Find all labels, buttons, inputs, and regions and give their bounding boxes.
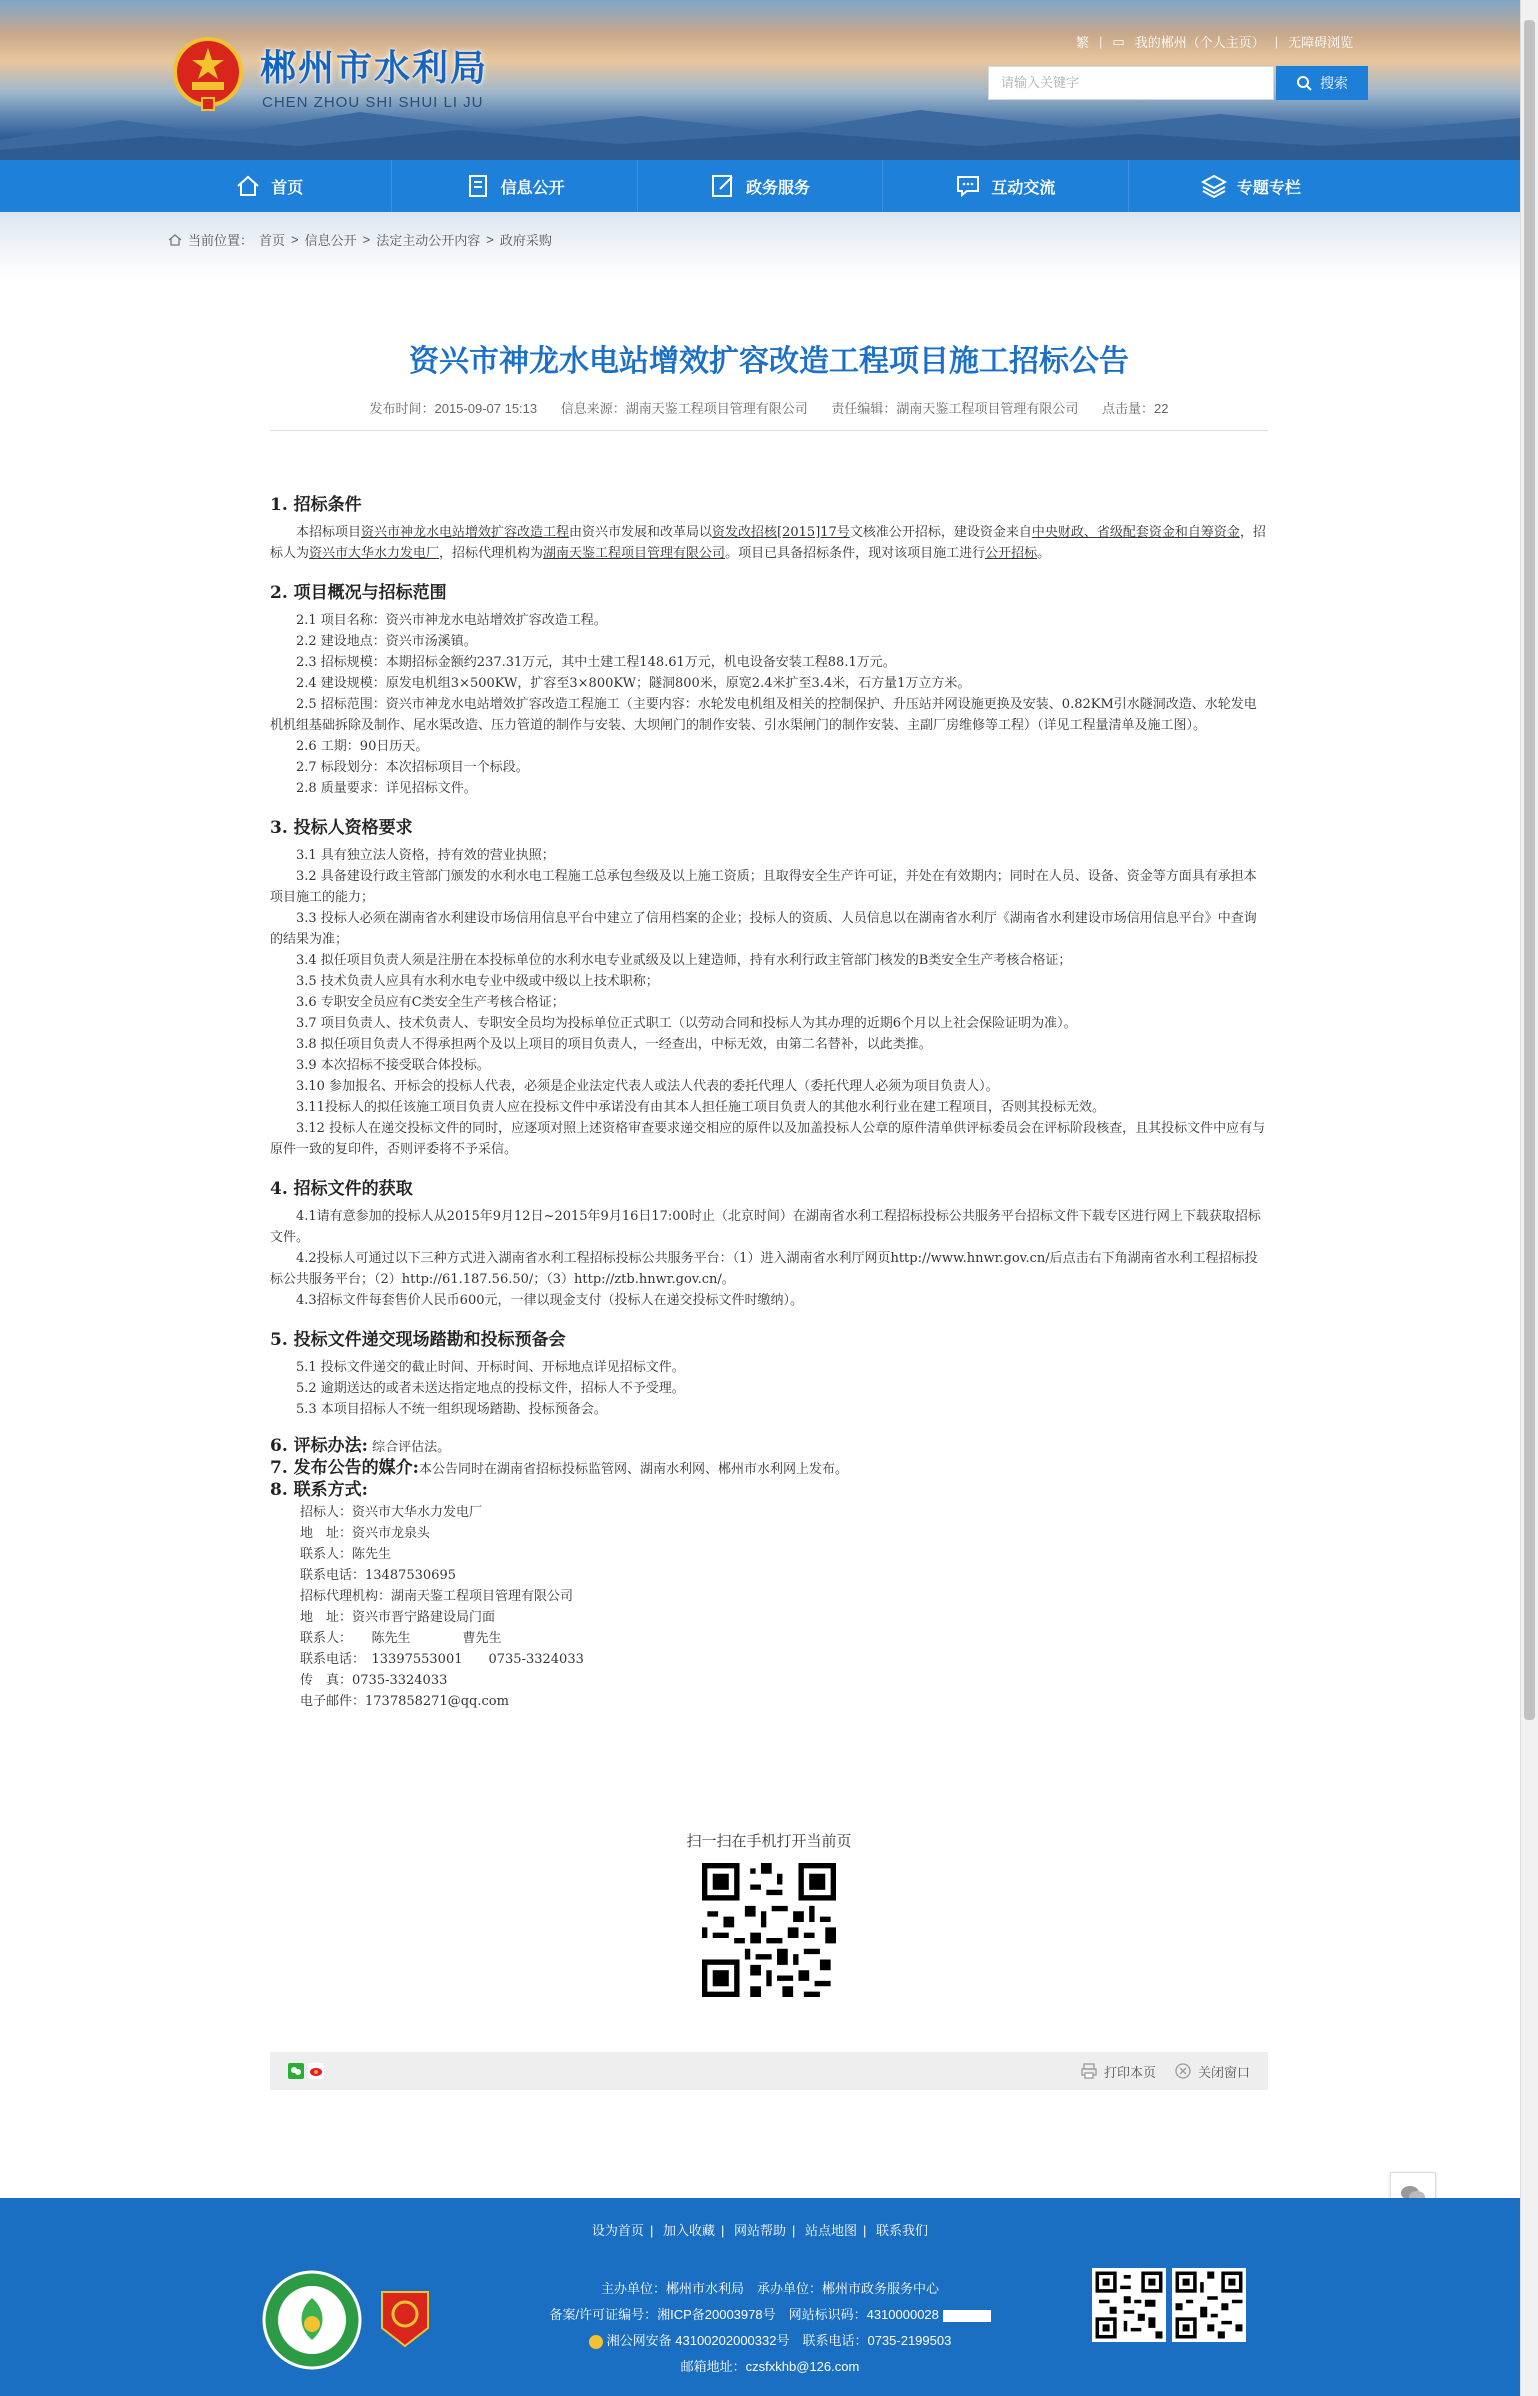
list-item: 2.5 招标范围：资兴市神龙水电站增效扩容改造工程施工（主要内容：水轮发电机组及相关的控制保护、升压站并网设施更换及安装、0.82KM引水隧洞改造、水轮发电机机组基础拆除及制作、尾水渠改造、压力管道的制作与安装、大坝闸门的制作安装、引水渠闸门的制作安装、主副厂房维修等工程）（详见工程量清单及施工图）。 xyxy=(270,697,1257,733)
close-label: 关闭窗口 xyxy=(1197,2064,1250,2080)
nav-item-label: 专题专栏 xyxy=(1236,179,1301,197)
nav-item-home[interactable] xyxy=(147,160,392,212)
add-favorite-link[interactable]: 加入收藏 xyxy=(662,2223,715,2238)
contact-line: 联系人： 陈先生 曹先生 xyxy=(300,1631,502,1646)
nav-item-interaction[interactable] xyxy=(883,160,1128,212)
weibo-share-icon[interactable] xyxy=(308,2063,324,2079)
main-nav xyxy=(0,160,1520,212)
list-item: 4.3招标文件每套售价人民币600元，一律以现金支付（投标人在递交投标文件时缴纳）。 xyxy=(296,1293,803,1308)
list-item: 2.8 质量要求：详见招标文件。 xyxy=(296,781,477,796)
share-toolbar xyxy=(270,2052,1268,2090)
responsible-editor: 责任编辑：湖南天鉴工程项目管理有限公司 xyxy=(831,401,1079,416)
breadcrumb-statutory-content[interactable]: 法定主动公开内容 xyxy=(376,233,481,248)
set-homepage-link[interactable]: 设为首页 xyxy=(591,2223,644,2238)
click-count: 点击量：22 xyxy=(1102,401,1169,416)
list-item: 5.3 本项目招标人不统一组织现场踏勘、投标预备会。 xyxy=(296,1402,607,1417)
civilized-unit-badge-logo[interactable] xyxy=(262,2270,362,2370)
breadcrumb-home[interactable]: 首页 xyxy=(259,233,286,248)
site-footer xyxy=(0,2198,1520,2396)
printer-icon xyxy=(1080,2062,1098,2080)
search-button-label: 搜索 xyxy=(1320,75,1348,91)
breadcrumb xyxy=(168,230,552,249)
contact-line: 地 址：资兴市龙泉头 xyxy=(300,1526,431,1541)
breadcrumb-separator: > xyxy=(362,232,371,247)
close-icon xyxy=(1174,2062,1192,2080)
contact-heading xyxy=(270,1480,1268,1502)
evaluation-method: 6. 评标办法: 综合评估法。 xyxy=(270,1436,451,1456)
nav-item-label: 互动交流 xyxy=(991,179,1056,197)
article-meta xyxy=(270,398,1268,417)
list-item: 3.11投标人的拟任该施工项目负责人应在投标文件中承诺没有由其本人担任施工项目负责人的其他水利行业在建工程项目，否则其投标无效。 xyxy=(296,1100,1105,1115)
page-scrollbar[interactable] xyxy=(1520,0,1538,2396)
sponsor-line: 主办单位：郴州市水利局 承办单位：郴州市政务服务中心 xyxy=(600,2281,939,2296)
nav-item-label: 政务服务 xyxy=(746,179,811,197)
article-body xyxy=(270,492,1268,1712)
footer-qr-code-1 xyxy=(1092,2268,1166,2342)
nav-item-label: 首页 xyxy=(271,179,304,197)
list-item: 3.8 拟任项目负责人不得承担两个及以上项目的项目负责人，一经查出，中标无效，由第二名替补，以此类推。 xyxy=(296,1037,932,1052)
divider: | xyxy=(1099,34,1103,49)
list-item: 3.7 项目负责人、技术负责人、专职安全员均为投标单位正式职工（以劳动合同和投标人为其办理的近期6个月以上社会保险证明为准）。 xyxy=(296,1016,1077,1031)
close-window-button[interactable] xyxy=(1174,2062,1250,2081)
nav-item-info-disclosure[interactable] xyxy=(392,160,637,212)
list-item: 3.1 具有独立法人资格，持有效的营业执照； xyxy=(296,848,555,863)
section-heading: 3. 投标人资格要求 xyxy=(270,818,413,838)
edit-icon xyxy=(710,173,736,199)
contact-line: 地 址：资兴市晋宁路建设局门面 xyxy=(300,1610,496,1625)
search-input[interactable]: 请输入关键字 xyxy=(988,66,1274,100)
contact-info xyxy=(270,1502,1268,1712)
list-item: 3.3 投标人必须在湖南省水利建设市场信用信息平台中建立了信用档案的企业；投标人的资质、人员信息以在湖南省水利厅《湖南省水利建设市场信用信息平台》中查询的结果为准； xyxy=(270,911,1257,947)
list-item: 3.5 技术负责人应具有水利水电专业中级或中级以上技术职称； xyxy=(296,974,659,989)
share-actions xyxy=(1080,2062,1250,2081)
site-title[interactable]: 郴州市水利局 xyxy=(260,47,489,88)
traditional-chinese-link[interactable]: 繁 xyxy=(1076,35,1090,50)
document-icon xyxy=(465,173,491,199)
divider: | xyxy=(1274,34,1279,49)
publish-date: 发布时间：2015-09-07 15:13 xyxy=(369,401,538,416)
layers-icon xyxy=(1201,173,1227,199)
print-label: 打印本页 xyxy=(1103,2064,1156,2080)
publication-media: 7. 发布公告的媒介:本公告同时在湖南省招标投标监管网、湖南水利网、郴州市水利网上发布。 xyxy=(270,1458,848,1478)
email-line: 邮箱地址：czsfxkhb@126.com xyxy=(680,2359,860,2374)
contact-line: 招标人：资兴市大华水力发电厂 xyxy=(300,1505,483,1520)
contact-line: 传 真：0735-3324033 xyxy=(300,1673,448,1688)
top-links xyxy=(1076,32,1353,51)
info-source: 信息来源：湖南天鉴工程项目管理有限公司 xyxy=(560,401,808,416)
qr-caption: 扫一扫在手机打开当前页 xyxy=(686,1833,852,1850)
list-item: 4.1请有意参加的投标人从2015年9月12日~2015年9月16日17:00时止（北京时间）在湖南省水利工程招标投标公共服务平台招标文件下载专区进行网上下载获取招标文件。 xyxy=(270,1209,1261,1245)
breadcrumb-separator: > xyxy=(291,232,299,247)
home-icon xyxy=(168,233,182,247)
police-line: 湘公网安备 43100202000332号 联系电话：0735-2199503 xyxy=(540,2328,1000,2354)
breadcrumb-prefix: 当前位置： xyxy=(188,233,254,248)
section-heading: 1. 招标条件 xyxy=(270,495,362,515)
my-chenzhou-link[interactable]: 我的郴州（个人主页） xyxy=(1134,35,1265,50)
list-item: 4.2投标人可通过以下三种方式进入湖南省水利工程招标投标公共服务平台：（1）进入湖南省水利厅网页http://www.hnwr.gov.cn/后点击右下角湖南省水利工程招标投标公共服务平台；（2）http://61.187.56.50/；（3）http://ztb.hnwr.gov.cn/。 xyxy=(270,1251,1258,1287)
site-header xyxy=(0,0,1520,160)
list-item: 3.2 具备建设行政主管部门颁发的水利水电工程施工总承包叁级及以上施工资质；且取得安全生产许可证，并处在有效期内；同时在人员、设备、资金等方面具有承担本项目施工的能力； xyxy=(270,869,1257,905)
party-gov-badge-logo[interactable] xyxy=(378,2288,432,2350)
section-heading: 5. 投标文件递交现场踏勘和投标预备会 xyxy=(270,1330,566,1350)
list-item: 3.10 参加报名、开标会的投标人代表，必须是企业法定代表人或法人代表的委托代理人（委托代理人必须为项目负责人）。 xyxy=(296,1079,999,1094)
search-icon xyxy=(1296,75,1312,91)
list-item: 5.1 投标文件递交的截止时间、开标时间、开标地点详见招标文件。 xyxy=(296,1360,685,1375)
nav-item-special-topics[interactable] xyxy=(1129,160,1373,212)
nav-item-label: 信息公开 xyxy=(500,179,565,197)
contact-line: 联系电话： 13397553001 0735-3324033 xyxy=(300,1652,584,1667)
list-item: 2.1 项目名称：资兴市神龙水电站增效扩容改造工程。 xyxy=(296,613,607,628)
section-heading: 2. 项目概况与招标范围 xyxy=(270,583,447,603)
list-item: 3.12 投标人在递交投标文件的同时，应逐项对照上述资格审查要求递交相应的原件以及加盖投标人公章的原件清单供评标委员会在评标阶段核查，且其投标文件中应有与原件一致的复印件，否则评委将不予采信。 xyxy=(270,1121,1266,1157)
accessibility-link[interactable]: 无障碍浏览 xyxy=(1288,35,1354,50)
section-heading: 4. 招标文件的获取 xyxy=(270,1179,413,1199)
national-emblem-logo xyxy=(172,36,244,112)
contact-line: 招标代理机构：湖南天鉴工程项目管理有限公司 xyxy=(300,1589,574,1604)
list-item: 5.2 逾期送达的或者未送达指定地点的投标文件，招标人不予受理。 xyxy=(296,1381,685,1396)
list-item: 2.2 建设地点：资兴市汤溪镇。 xyxy=(296,634,477,649)
search-button[interactable] xyxy=(1276,66,1368,100)
scrollbar-thumb[interactable] xyxy=(1524,20,1535,1720)
list-item: 2.6 工期：90日历天。 xyxy=(296,739,429,754)
contact-line: 联系电话：13487530695 xyxy=(300,1568,456,1583)
contact-us-link[interactable]: 联系我们 xyxy=(876,2223,929,2238)
chat-icon xyxy=(955,173,981,199)
help-link[interactable]: 网站帮助 xyxy=(733,2223,786,2238)
section-heading: 7. 发布公告的媒介: xyxy=(270,1458,419,1478)
print-button[interactable] xyxy=(1080,2062,1156,2081)
list-item: 3.4 拟任项目负责人须是注册在本投标单位的水利水电专业贰级及以上建造师，持有水利行政主管部门核发的B类安全生产考核合格证； xyxy=(296,953,1072,968)
divider xyxy=(270,430,1268,431)
nav-item-gov-services[interactable] xyxy=(638,160,883,212)
list-item: 3.9 本次招标不接受联合体投标。 xyxy=(296,1058,490,1073)
monitor-icon: ▭ xyxy=(1112,33,1125,49)
qr-code-image xyxy=(702,1863,836,1997)
list-item: 2.7 标段划分：本次招标项目一个标段。 xyxy=(296,760,529,775)
section-heading: 6. 评标办法: xyxy=(270,1436,368,1456)
breadcrumb-separator: > xyxy=(486,232,494,247)
breadcrumb-info-disclosure[interactable]: 信息公开 xyxy=(304,233,357,248)
sitemap-link[interactable]: 站点地图 xyxy=(805,2223,858,2238)
site-subtitle: CHEN ZHOU SHI SHUI LI JU xyxy=(262,94,484,111)
contact-line: 联系人：陈先生 xyxy=(300,1547,392,1562)
section-heading: 8. 联系方式: xyxy=(270,1480,368,1500)
article-title: 资兴市神龙水电站增效扩容改造工程项目施工招标公告 xyxy=(409,345,1129,378)
list-item: 3.6 专职安全员应有C类安全生产考核合格证； xyxy=(296,995,565,1010)
list-item: 2.4 建设规模：原发电机组3×500KW，扩容至3×800KW；隧洞800米，原宽2.4米扩至3.4米，石方量1万立方米。 xyxy=(296,676,971,691)
icp-line: 备案/许可证编号：湘ICP备20003978号 网站标识码：4310000028 xyxy=(540,2302,1000,2328)
page-qr-block xyxy=(640,1830,898,1997)
list-item: 2.3 招标规模：本期招标金额约237.31万元，其中土建工程148.61万元，机电设备安装工程88.1万元。 xyxy=(296,655,896,670)
footer-qr-code-2 xyxy=(1172,2268,1246,2342)
home-icon xyxy=(235,173,261,199)
footer-info xyxy=(540,2276,1000,2380)
breadcrumb-procurement[interactable]: 政府采购 xyxy=(499,233,552,248)
share-icons xyxy=(288,2063,324,2079)
wechat-share-icon[interactable] xyxy=(288,2063,304,2079)
cnzz-badge-icon[interactable] xyxy=(943,2310,991,2322)
footer-links: 设为首页 | 加入收藏 | 网站帮助 | 站点地图 | 联系我们 xyxy=(591,2223,929,2238)
contact-line: 电子邮件：1737858271@qq.com xyxy=(300,1694,509,1709)
section-paragraph: 本招标项目资兴市神龙水电站增效扩容改造工程由资兴市发展和改革局以资发改招核[2015]17号文核准公开招标，建设资金来自中央财政、省级配套资金和自筹资金，招标人为资兴市大华水力发电厂，招标代理机构为湖南天鉴工程项目管理有限公司。项目已具备招标条件，现对该项目施工进行公开招标。 xyxy=(270,525,1266,561)
police-badge-icon xyxy=(589,2335,603,2349)
